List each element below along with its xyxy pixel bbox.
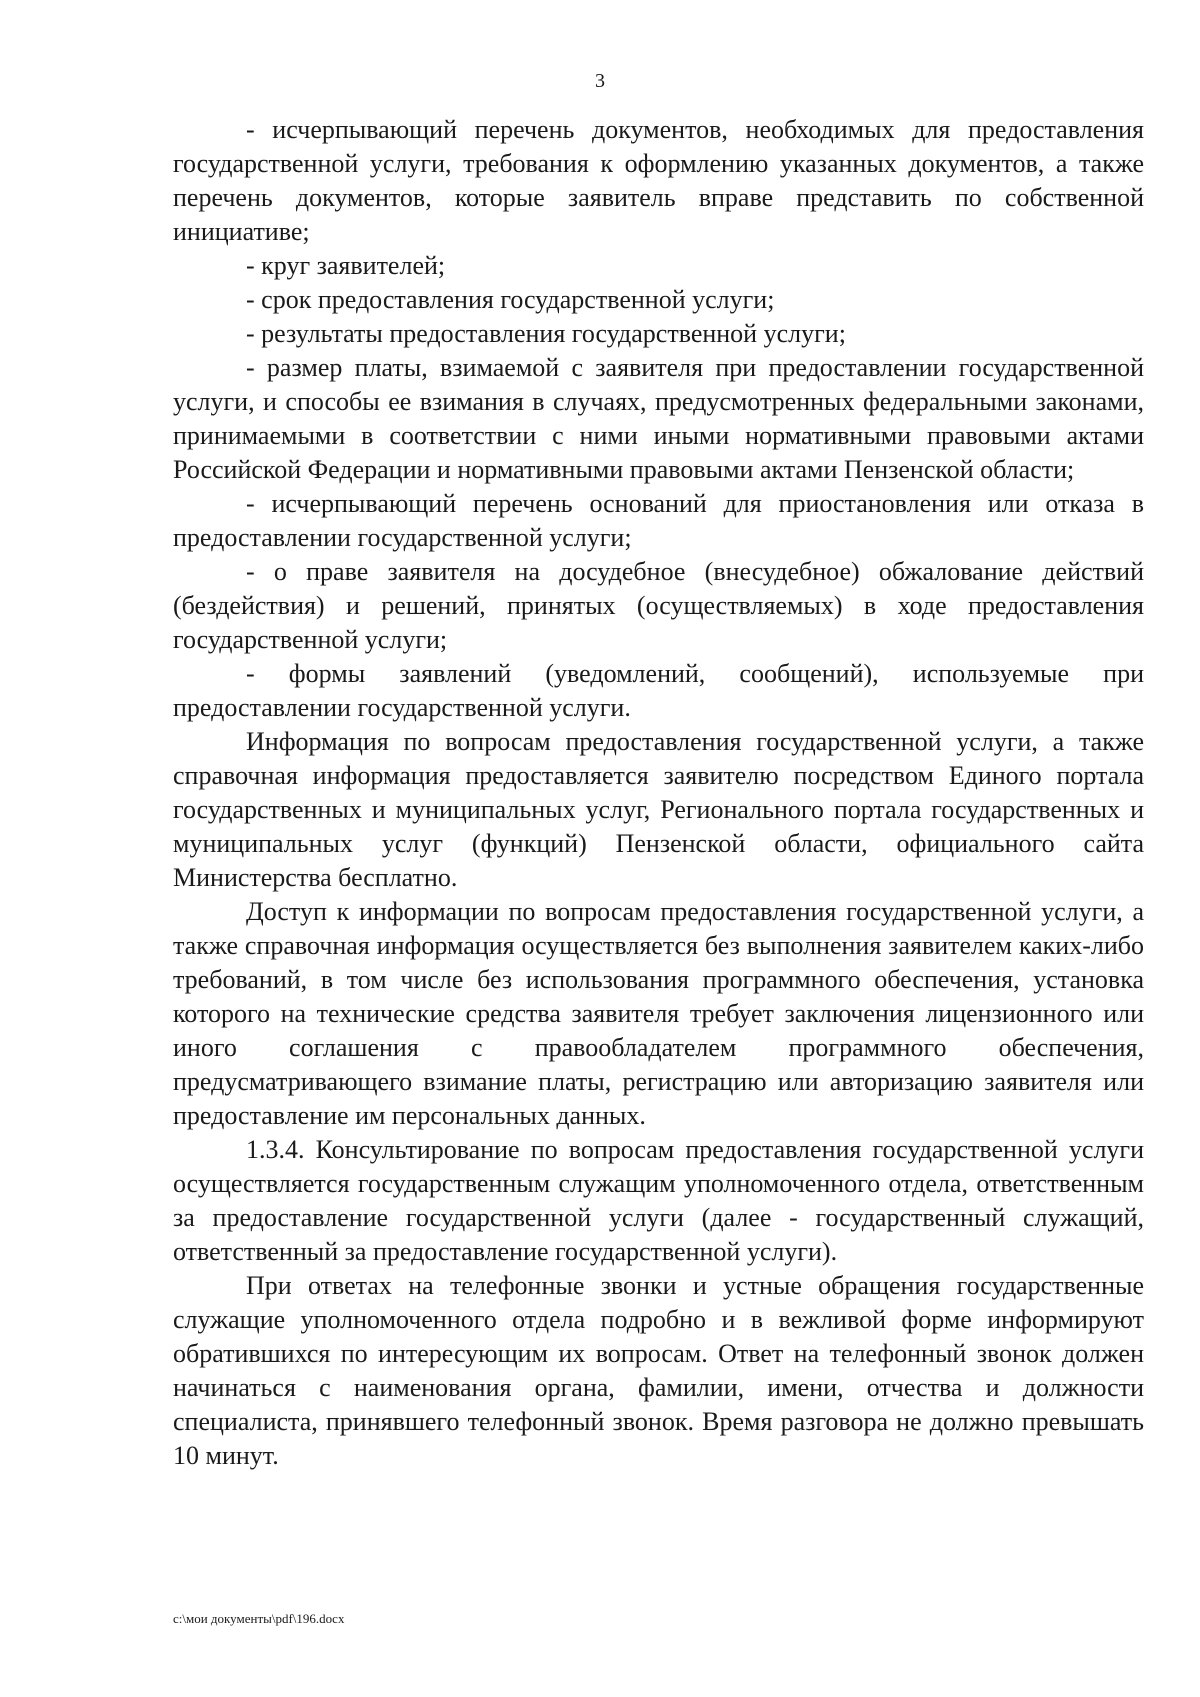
- page-number: 3: [595, 70, 605, 92]
- footer-file-path: c:\мои документы\pdf\196.docx: [173, 1611, 345, 1626]
- paragraph-phone-calls: При ответах на телефонные звонки и устные обращения государственные служащие уполномоченного отдела подробно и в вежливой форме информируют обратившихся по интересующим их вопросам. Ответ на телефонный звонок должен начинаться с наименования органа, фамилии, имени, отчества и должности специалиста, принявшего телефонный звонок. Время разговора не должно превышать 10 минут.: [173, 1271, 1144, 1470]
- paragraph-information-access: Доступ к информации по вопросам предоставления государственной услуги, а также справочная информация осуществляется без выполнения заявителем каких-либо требований, в том числе без использования программного обеспечения, установка которого на технические средства заявителя требует заключения лицензионного или иного соглашения с правообладателем программного обеспечения, предусматривающего взимание платы, регистрацию или авторизацию заявителя или предоставление им персональных данных.: [173, 897, 1144, 1130]
- paragraph-refusal-grounds: - исчерпывающий перечень оснований для приостановления или отказа в предоставлении государственной услуги;: [173, 489, 1144, 552]
- paragraph-service-results: - результаты предоставления государственной услуги;: [246, 319, 846, 348]
- paragraph-documents-list: - исчерпывающий перечень документов, необходимых для предоставления государственной услуги, требования к оформлению указанных документов, а также перечень документов, которые заявитель вправе представить по собственной инициативе;: [173, 115, 1144, 246]
- document-body: [173, 113, 1144, 1473]
- paragraph-information-portals: Информация по вопросам предоставления государственной услуги, а также справочная информация предоставляется заявителю посредством Единого портала государственных и муниципальных услуг, Регионального портала государственных и муниципальных услуг (функций) Пензенской области, официального сайта Министерства бесплатно.: [173, 727, 1144, 892]
- paragraph-service-term: - срок предоставления государственной услуги;: [246, 285, 775, 314]
- paragraph-applicants: - круг заявителей;: [246, 251, 446, 280]
- paragraph-fee: - размер платы, взимаемой с заявителя при предоставлении государственной услуги, и способы ее взимания в случаях, предусмотренных федеральными законами, принимаемыми в соответствии с ними иными нормативными правовыми актами Российской Федерации и нормативными правовыми актами Пензенской области;: [173, 353, 1144, 484]
- paragraph-consulting: 1.3.4. Консультирование по вопросам предоставления государственной услуги осуществляется государственным служащим уполномоченного отдела, ответственным за предоставление государственной услуги (далее - государственный служащий, ответственный за предоставление государственной услуги).: [173, 1135, 1144, 1266]
- paragraph-appeal-right: - о праве заявителя на досудебное (внесудебное) обжалование действий (бездействия) и решений, принятых (осуществляемых) в ходе предоставления государственной услуги;: [173, 557, 1144, 654]
- paragraph-forms: - формы заявлений (уведомлений, сообщений), используемые при предоставлении государственной услуги.: [173, 659, 1144, 722]
